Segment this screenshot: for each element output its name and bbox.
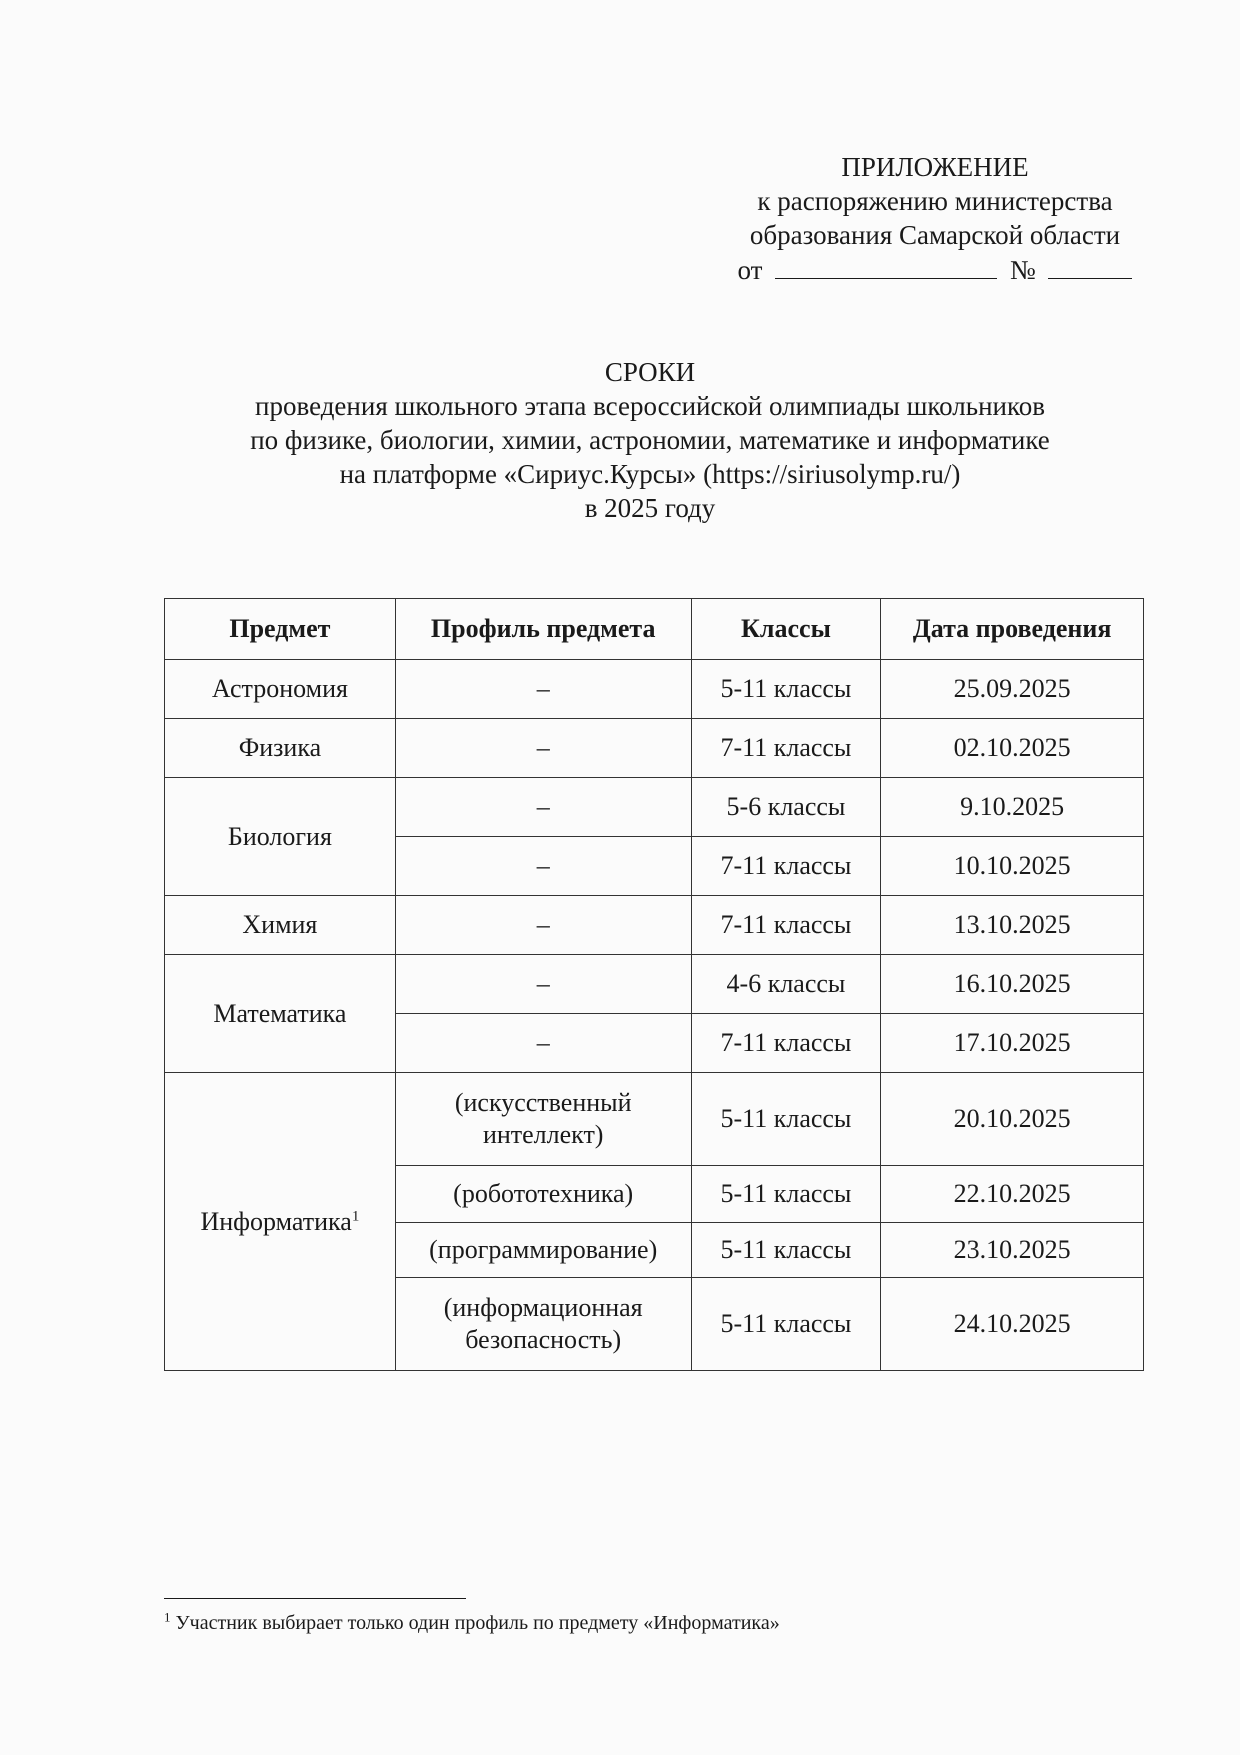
- subject-cell: Астрономия: [165, 660, 396, 719]
- subject-label: Информатика: [200, 1206, 352, 1236]
- appendix-line-3: образования Самарской области: [749, 220, 1121, 250]
- grades-cell: 5-11 классы: [691, 1278, 881, 1371]
- table-header-row: [165, 599, 1144, 660]
- table-row: [165, 955, 1144, 1014]
- grades-cell: 7-11 классы: [691, 896, 881, 955]
- number-blank: [1048, 252, 1132, 279]
- date-cell: 13.10.2025: [881, 896, 1144, 955]
- profile-line-2: интеллект): [482, 1120, 604, 1149]
- profile-line-1: (искусственный: [454, 1088, 632, 1117]
- subject-cell: Физика: [165, 719, 396, 778]
- heading-line-3: на платформе «Сириус.Курсы» (https://siriusolymp.ru/): [339, 459, 961, 489]
- date-cell: 22.10.2025: [881, 1166, 1144, 1223]
- grades-cell: 5-11 классы: [691, 1166, 881, 1223]
- appendix-title: ПРИЛОЖЕНИЕ: [841, 152, 1029, 182]
- appendix-line-2: к распоряжению министерства: [757, 186, 1113, 216]
- header-profile: Профиль предмета: [395, 599, 691, 660]
- profile-cell: –: [395, 837, 691, 896]
- header-subject: Предмет: [165, 599, 396, 660]
- grades-cell: 5-6 классы: [691, 778, 881, 837]
- heading-line-1: проведения школьного этапа всероссийской олимпиады школьников: [255, 391, 1045, 421]
- profile-cell: –: [395, 896, 691, 955]
- appendix-header: [700, 150, 1170, 287]
- table-row: [165, 719, 1144, 778]
- appendix-date-number-line: [700, 252, 1170, 287]
- table-row: [165, 896, 1144, 955]
- profile-line-2: безопасность): [465, 1325, 622, 1354]
- profile-cell: [395, 1073, 691, 1166]
- footnote-number: 1: [164, 1609, 171, 1625]
- document-heading: [120, 355, 1180, 525]
- profile-cell: (программирование): [395, 1223, 691, 1278]
- date-cell: 9.10.2025: [881, 778, 1144, 837]
- subject-cell: Химия: [165, 896, 396, 955]
- table-row: [165, 1073, 1144, 1166]
- date-cell: 24.10.2025: [881, 1278, 1144, 1371]
- profile-cell: –: [395, 1014, 691, 1073]
- date-cell: 20.10.2025: [881, 1073, 1144, 1166]
- profile-cell: –: [395, 778, 691, 837]
- grades-cell: 7-11 классы: [691, 837, 881, 896]
- date-cell: 10.10.2025: [881, 837, 1144, 896]
- subject-cell: Математика: [165, 955, 396, 1073]
- heading-line-2: по физике, биологии, химии, астрономии, математике и информатике: [250, 425, 1050, 455]
- date-cell: 25.09.2025: [881, 660, 1144, 719]
- profile-cell: –: [395, 955, 691, 1014]
- grades-cell: 5-11 классы: [691, 660, 881, 719]
- table-row: [165, 660, 1144, 719]
- date-cell: 23.10.2025: [881, 1223, 1144, 1278]
- date-blank: [775, 252, 997, 279]
- subject-cell: Биология: [165, 778, 396, 896]
- heading-line-4: в 2025 году: [584, 493, 716, 523]
- profile-cell: –: [395, 660, 691, 719]
- profile-line-1: (информационная: [443, 1293, 643, 1322]
- profile-cell: [395, 1278, 691, 1371]
- grades-cell: 7-11 классы: [691, 1014, 881, 1073]
- schedule-table: [164, 598, 1144, 1371]
- grades-cell: 5-11 классы: [691, 1073, 881, 1166]
- date-cell: 16.10.2025: [881, 955, 1144, 1014]
- subject-cell: [165, 1073, 396, 1371]
- footnote: [164, 1610, 780, 1636]
- profile-cell: –: [395, 719, 691, 778]
- profile-cell: (робототехника): [395, 1166, 691, 1223]
- header-date: Дата проведения: [881, 599, 1144, 660]
- header-grades: Классы: [691, 599, 881, 660]
- table-row: [165, 778, 1144, 837]
- footnote-marker: 1: [351, 1207, 360, 1224]
- number-label: №: [1009, 255, 1036, 285]
- grades-cell: 5-11 классы: [691, 1223, 881, 1278]
- date-cell: 17.10.2025: [881, 1014, 1144, 1073]
- from-label: от: [737, 255, 763, 285]
- grades-cell: 4-6 классы: [691, 955, 881, 1014]
- heading-title: СРОКИ: [604, 357, 696, 387]
- footnote-text: Участник выбирает только один профиль по предмету «Информатика»: [175, 1612, 780, 1634]
- date-cell: 02.10.2025: [881, 719, 1144, 778]
- footnote-divider: [164, 1598, 466, 1599]
- grades-cell: 7-11 классы: [691, 719, 881, 778]
